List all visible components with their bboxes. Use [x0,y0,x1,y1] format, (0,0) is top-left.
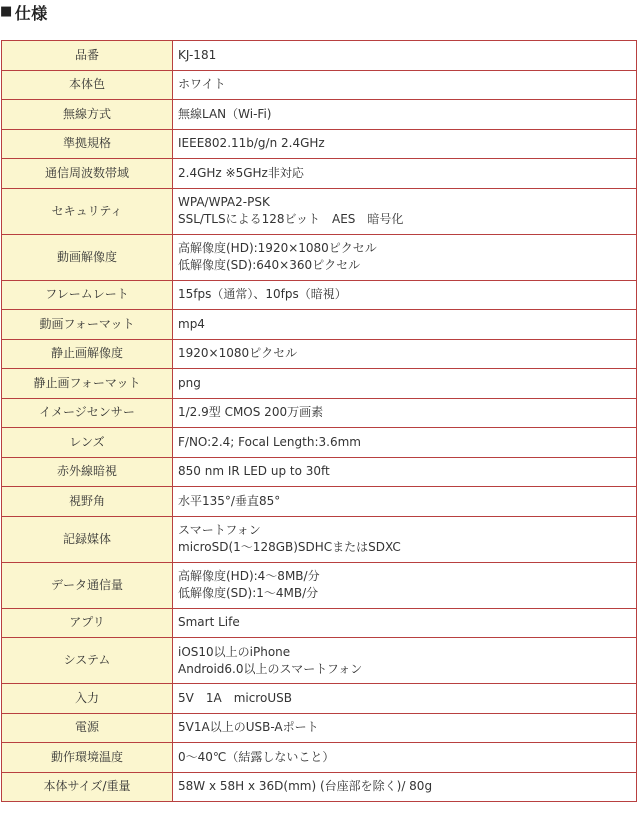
spec-value-line: iOS10以上のiPhone [178,644,291,659]
spec-row [2,159,637,189]
spec-label: 電源 [2,713,173,743]
spec-value-line: 850 nm IR LED up to 30ft [178,464,330,479]
spec-value-line: SSL/TLSによる128ビット AES 暗号化 [178,212,404,226]
spec-value [173,280,637,310]
spec-value-line: microSD(1～128GB)SDHCまたはSDXC [178,540,401,554]
spec-row [2,684,637,714]
spec-value-line: 5V 1A microUSB [178,690,292,705]
spec-label: 準拠規格 [2,129,173,159]
spec-value-line: 低解像度(SD):1～4MB/分 [178,586,319,600]
spec-label: 動画解像度 [2,234,173,280]
spec-value [173,41,637,71]
spec-value-line: WPA/WPA2-PSK [178,195,270,209]
spec-label: 視野角 [2,487,173,517]
spec-row [2,713,637,743]
spec-value [173,398,637,428]
spec-value-line: 58W x 58H x 36D(mm) (台座部を除く)/ 80g [178,779,433,794]
spec-value [173,457,637,487]
spec-row [2,516,637,562]
spec-value-line: 1/2.9型 CMOS 200万画素 [178,405,324,420]
spec-value [173,234,637,280]
spec-row [2,280,637,310]
spec-value-line: F/NO:2.4; Focal Length:3.6mm [178,434,361,449]
spec-label: 通信周波数帯域 [2,159,173,189]
spec-value-line: png [178,375,201,390]
spec-label: 静止画フォーマット [2,369,173,399]
spec-row [2,188,637,234]
spec-label: セキュリティ [2,188,173,234]
spec-label: 無線方式 [2,100,173,130]
spec-value-line: ホワイト [178,77,226,92]
spec-label: 動作環境温度 [2,743,173,773]
spec-label: 赤外線暗視 [2,457,173,487]
spec-row [2,234,637,280]
spec-value-line: KJ-181 [178,47,217,62]
spec-value [173,684,637,714]
spec-value [173,310,637,340]
square-bullet-icon: ■ [0,3,13,19]
spec-row [2,608,637,638]
spec-value [173,188,637,234]
spec-value [173,100,637,130]
spec-row [2,743,637,773]
spec-label: データ通信量 [2,562,173,608]
spec-value [173,743,637,773]
spec-label: 本体サイズ/重量 [2,772,173,802]
spec-value-line: スマートフォン [178,523,261,537]
spec-label: レンズ [2,428,173,458]
spec-row [2,310,637,340]
spec-value-line: 低解像度(SD):640×360ピクセル [178,258,361,272]
spec-value [173,129,637,159]
spec-label: アプリ [2,608,173,638]
spec-row [2,487,637,517]
spec-row [2,41,637,71]
spec-table-body [2,41,637,802]
spec-row [2,428,637,458]
spec-value-line: 高解像度(HD):4～8MB/分 [178,569,320,583]
spec-value-line: Smart Life [178,615,240,630]
spec-value [173,487,637,517]
spec-label: システム [2,638,173,684]
spec-table [1,40,637,802]
spec-value [173,369,637,399]
spec-label: 本体色 [2,70,173,100]
spec-row [2,339,637,369]
spec-value [173,772,637,802]
spec-row [2,457,637,487]
spec-value-line: 15fps（通常）、10fps（暗視） [178,287,347,302]
spec-row [2,70,637,100]
spec-label: フレームレート [2,280,173,310]
spec-label: 品番 [2,41,173,71]
spec-row [2,638,637,684]
spec-value-line: mp4 [178,316,205,331]
section-heading [0,0,48,24]
spec-value-line: IEEE802.11b/g/n 2.4GHz [178,136,325,151]
section-title: 仕様 [14,3,48,23]
spec-row [2,772,637,802]
spec-row [2,398,637,428]
spec-label: 動画フォーマット [2,310,173,340]
spec-value-line: 1920×1080ピクセル [178,346,298,361]
spec-value [173,713,637,743]
spec-value [173,70,637,100]
spec-value-line: 高解像度(HD):1920×1080ピクセル [178,241,377,255]
spec-row [2,129,637,159]
spec-row [2,100,637,130]
spec-value-line: 5V1A以上のUSB-Aポート [178,720,319,735]
spec-value [173,638,637,684]
spec-label: 入力 [2,684,173,714]
spec-label: 記録媒体 [2,516,173,562]
spec-value [173,516,637,562]
spec-value [173,562,637,608]
spec-value [173,339,637,369]
spec-value-line: 0～40℃（結露しないこと） [178,749,335,764]
spec-label: イメージセンサー [2,398,173,428]
spec-value [173,428,637,458]
spec-value [173,159,637,189]
spec-value-line: 無線LAN（Wi-Fi) [178,106,272,121]
spec-row [2,369,637,399]
spec-value-line: 水平135°/垂直85° [178,493,281,508]
spec-value-line: Android6.0以上のスマートフォン [178,661,363,676]
spec-row [2,562,637,608]
spec-value-line: 2.4GHz ※5GHz非対応 [178,165,304,180]
spec-label: 静止画解像度 [2,339,173,369]
spec-value [173,608,637,638]
